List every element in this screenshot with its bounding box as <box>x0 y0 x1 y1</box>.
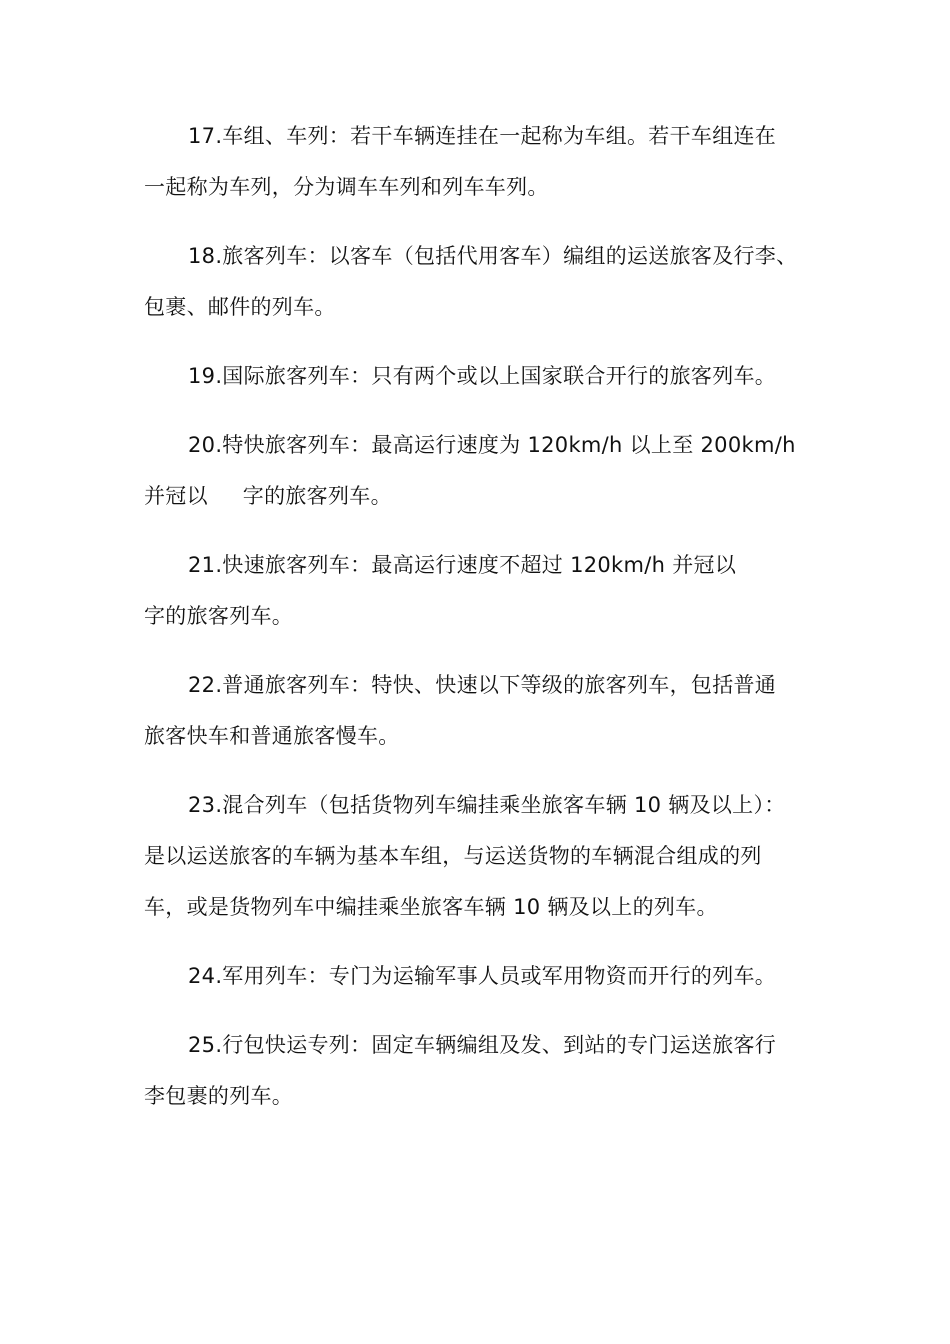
paragraph-22: 22.普通旅客列车：特快、快速以下等级的旅客列车，包括普通 旅客快车和普通旅客慢车。 <box>144 673 777 748</box>
paragraph-23: 23.混合列车（包括货物列车编挂乘坐旅客车辆 10 辆及以上）： 是以运送旅客的车辆为基本车组，与运送货物的车辆混合组成的列 车，或是货物列车中编挂乘坐旅客车辆 10 辆及以上的列车。 <box>144 793 786 919</box>
paragraph-18: 18.旅客列车：以客车（包括代用客车）编组的运送旅客及行李、 包裹、邮件的列车。 <box>144 244 798 319</box>
paragraph-25: 25.行包快运专列：固定车辆编组及发、到站的专门运送旅客行 李包裹的列车。 <box>144 1033 777 1108</box>
paragraph-24: 24.军用列车：专门为运输军事人员或军用物资而开行的列车。 <box>188 964 777 988</box>
document-body <box>144 111 808 1140</box>
paragraph-17: 17.车组、车列：若干车辆连挂在一起称为车组。若干车组连在 一起称为车列，分为调车车列和列车车列。 <box>144 124 777 199</box>
paragraph-20: 20.特快旅客列车：最高运行速度为 120km/h 以上至 200km/h 并冠以 字的旅客列车。 <box>144 433 796 508</box>
paragraph-21: 21.快速旅客列车：最高运行速度不超过 120km/h 并冠以 字的旅客列车。 <box>144 553 737 628</box>
paragraph-19: 19.国际旅客列车：只有两个或以上国家联合开行的旅客列车。 <box>188 364 777 388</box>
